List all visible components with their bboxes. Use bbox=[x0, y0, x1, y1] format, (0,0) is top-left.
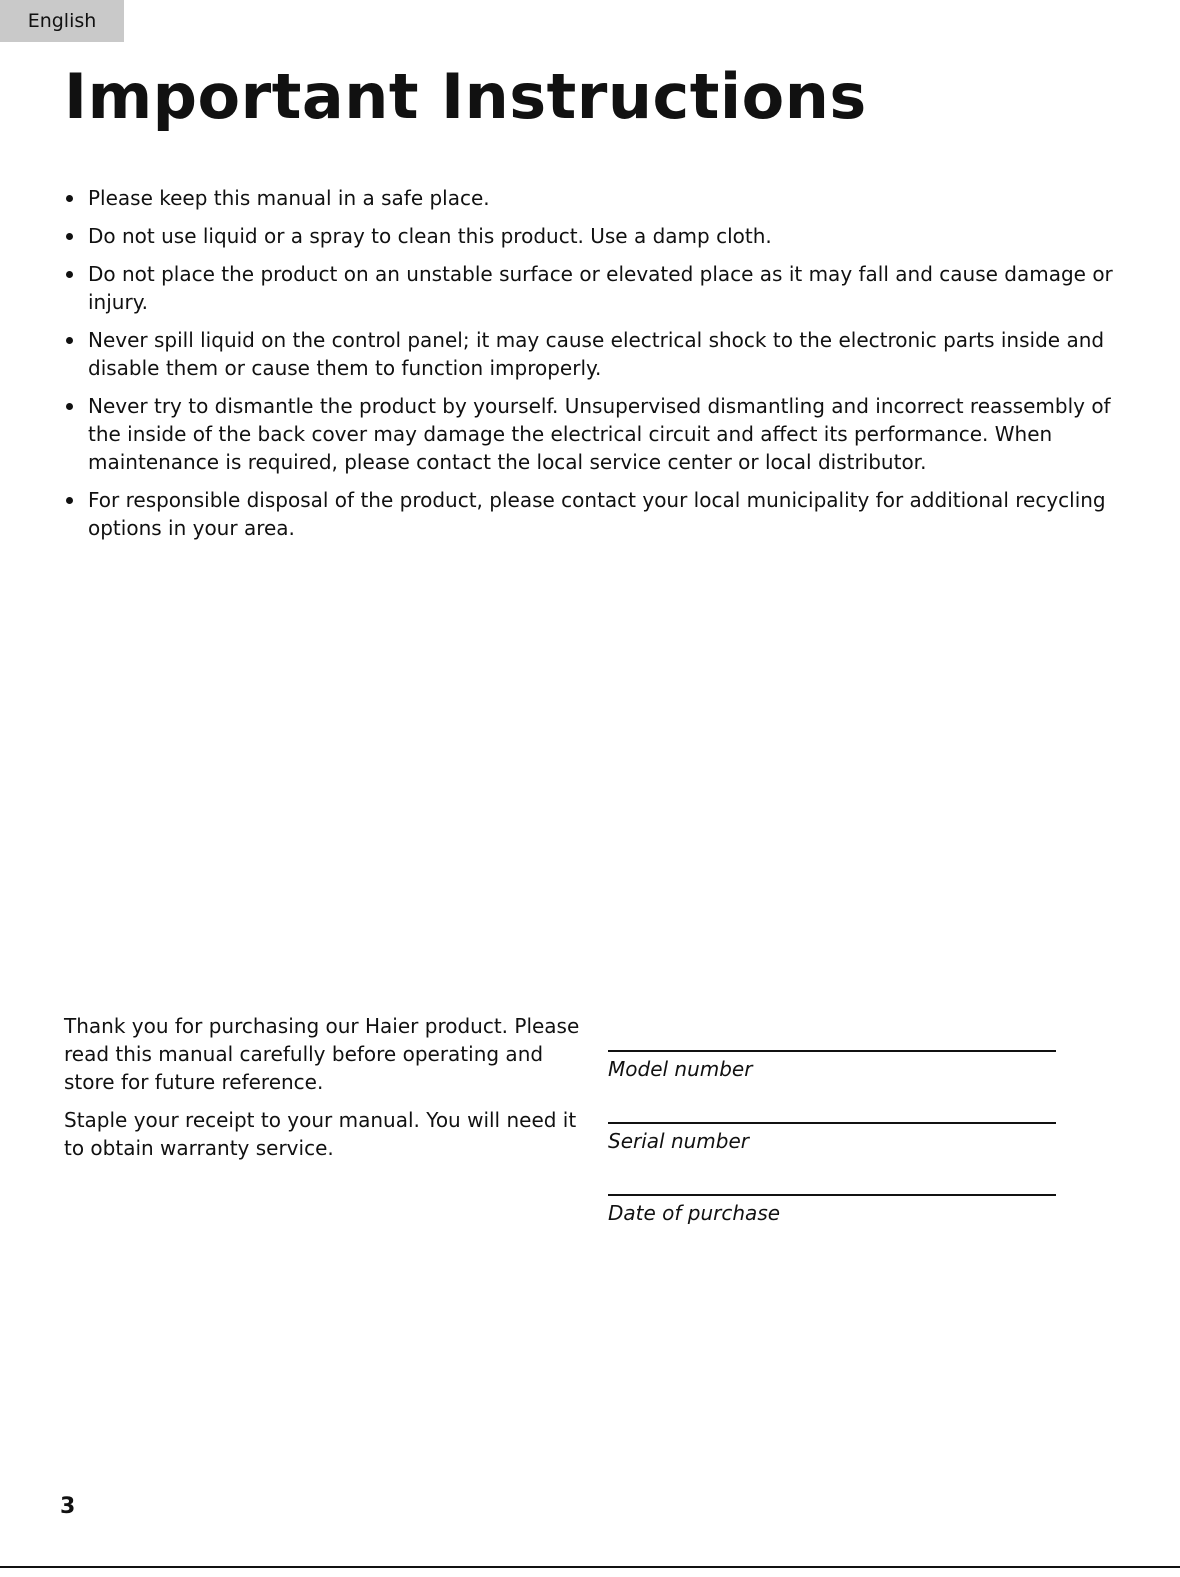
list-item-text: Never try to dismantle the product by yourself. Unsupervised dismantling and incorrect reassembly of the inside of the back cover may damage the electrical circuit and affect its performance. When maintenance is required, please contact the local service center or local distributor. bbox=[88, 394, 1111, 474]
instructions-list bbox=[64, 184, 1124, 552]
bullet-icon bbox=[66, 403, 73, 410]
record-fields bbox=[608, 1050, 1056, 1266]
serial-number-field bbox=[608, 1122, 1056, 1194]
thank-you-note bbox=[64, 1012, 584, 1172]
serial-number-label: Serial number bbox=[608, 1129, 750, 1153]
bullet-icon bbox=[66, 337, 73, 344]
receipt-paragraph: Staple your receipt to your manual. You will need it to obtain warranty service. bbox=[64, 1108, 577, 1160]
date-of-purchase-field bbox=[608, 1194, 1056, 1266]
date-of-purchase-label: Date of purchase bbox=[608, 1201, 781, 1225]
model-number-field bbox=[608, 1050, 1056, 1122]
list-item-text: Please keep this manual in a safe place. bbox=[88, 186, 490, 210]
list-item-text: Do not use liquid or a spray to clean this product. Use a damp cloth. bbox=[88, 224, 772, 248]
list-item-text: Do not place the product on an unstable surface or elevated place as it may fall and cause damage or injury. bbox=[88, 262, 1113, 314]
bullet-icon bbox=[66, 271, 73, 278]
bottom-divider bbox=[0, 1566, 1180, 1568]
page-number: 3 bbox=[60, 1494, 76, 1519]
list-item bbox=[64, 486, 1124, 542]
list-item bbox=[64, 260, 1124, 316]
list-item bbox=[64, 184, 1124, 212]
language-tab-label: English bbox=[27, 10, 97, 32]
list-item-text: For responsible disposal of the product, please contact your local municipality for additional recycling options in your area. bbox=[88, 488, 1106, 540]
list-item bbox=[64, 222, 1124, 250]
language-tab bbox=[0, 0, 124, 42]
list-item-text: Never spill liquid on the control panel; it may cause electrical shock to the electronic parts inside and disable them or cause them to function improperly. bbox=[88, 328, 1105, 380]
bullet-icon bbox=[66, 497, 73, 504]
bullet-icon bbox=[66, 233, 73, 240]
model-number-label: Model number bbox=[608, 1057, 753, 1081]
list-item bbox=[64, 392, 1124, 476]
list-item bbox=[64, 326, 1124, 382]
bullet-icon bbox=[66, 195, 73, 202]
thank-you-paragraph: Thank you for purchasing our Haier product. Please read this manual carefully before operating and store for future reference. bbox=[64, 1014, 580, 1094]
page-title: Important Instructions bbox=[64, 60, 867, 133]
